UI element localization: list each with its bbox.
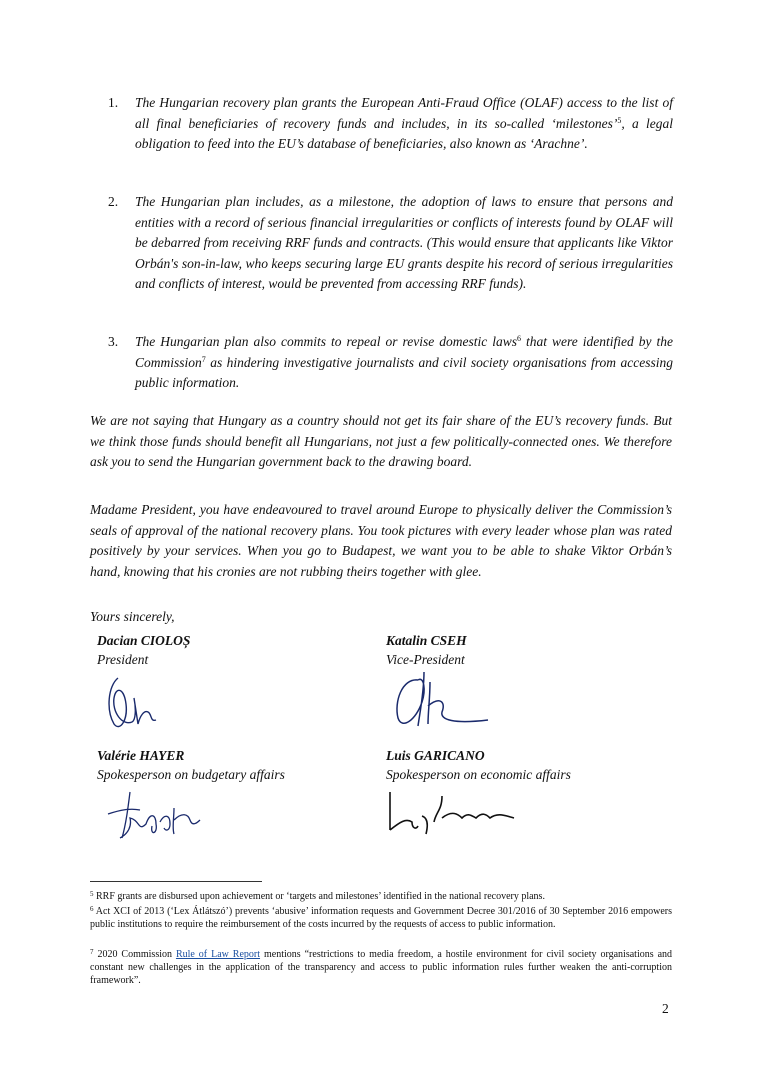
footnote-ref: 5 xyxy=(617,115,622,125)
footnote-6 xyxy=(90,905,672,931)
body-paragraph: We are not saying that Hungary as a country should not get its fair share of the EU’s recovery funds. But we think those funds should benefit all Hungarians, not just a few politically-connected ones. We therefore ask you to send the Hungarian government back to the drawing board. xyxy=(90,413,672,469)
signatory-role: Spokesperson on economic affairs xyxy=(386,767,571,782)
signatory-name: Katalin CSEH xyxy=(386,633,467,648)
list-item-3 xyxy=(108,332,673,394)
signature-image xyxy=(388,662,508,734)
footnote-text: RRF grants are disbursed upon achievement or ‘targets and milestones’ identified in the national recovery plans. xyxy=(96,891,545,902)
list-text-part: The Hungarian plan also commits to repeal or revise domestic laws xyxy=(135,334,518,349)
signatory-name: Dacian CIOLOȘ xyxy=(97,633,191,648)
footnote-text: mentions “restrictions to media freedom, a hostile environment for civil society organisations and constant new challenges in the application of the transparency and access to public information rules further weaken the anti-corruption framework”. xyxy=(90,949,673,987)
list-item-2 xyxy=(108,192,673,295)
list-number: 3 . xyxy=(108,332,128,353)
footnote-7 xyxy=(90,948,672,988)
signature-image xyxy=(100,668,170,736)
closing-salutation: Yours sincerely, xyxy=(90,609,175,624)
signature-image xyxy=(382,782,530,842)
list-number: 1 . xyxy=(108,93,128,114)
signature-image xyxy=(100,784,205,844)
signatory-role: President xyxy=(97,652,149,667)
body-paragraph: Madame President, you have endeavoured to travel around Europe to physically deliver the Commission’s seals of approval of the national recovery plans. You took pictures with every leader whose plan was rated positively by your services. When you go to Budapest, we want you to be able to shake Viktor Orbán’s hand, knowing that his cronies are not rubbing theirs together with glee. xyxy=(90,502,672,579)
list-number: 2 . xyxy=(108,192,128,213)
footnote-mark: 6 xyxy=(90,905,94,913)
footnote-mark: 5 xyxy=(90,890,94,898)
footnote-text: Act XCI of 2013 (‘Lex Átlátszó’) prevents ‘abusive’ information requests and Government Decree 301/2016 of 30 September 2016 empowers public institutions to require the reimbursement of the costs incurred by the requests of access to public information. xyxy=(90,906,672,931)
list-text xyxy=(135,93,673,155)
footnote-5 xyxy=(90,890,672,903)
list-text-part: The Hungarian recovery plan grants the European Anti-Fraud Office (OLAF) access to the list of all final beneficiaries of recovery funds and includes, in its so-called ‘milestones’ xyxy=(135,95,673,131)
footnote-ref: 7 xyxy=(201,354,206,364)
list-text-part: that were identified by the Commission xyxy=(135,334,673,370)
footnote-separator xyxy=(90,881,262,882)
footnote-text: 2020 Commission xyxy=(97,949,176,960)
rule-of-law-report-link[interactable]: Rule of Law Report xyxy=(175,949,261,960)
footnote-ref: 6 xyxy=(517,334,522,343)
list-text xyxy=(135,332,673,394)
page-number: 2 xyxy=(662,1001,669,1016)
signatory-role: Vice-President xyxy=(386,652,465,667)
signatory-name: Valérie HAYER xyxy=(97,748,185,763)
signatory-role: Spokesperson on budgetary affairs xyxy=(97,767,285,782)
list-text-part: as hindering investigative journalists and civil society organisations from accessing public information. xyxy=(135,354,673,390)
signatory-name: Luis GARICANO xyxy=(386,748,485,763)
list-item-1 xyxy=(108,93,673,155)
footnote-mark: 7 xyxy=(90,948,94,956)
list-text: The Hungarian plan includes, as a milestone, the adoption of laws to ensure that persons and entities with a record of serious financial irregularities or conflicts of interests found by OLAF will be debarred from receiving RRF funds and contracts. (This would ensure that applicants like Viktor Orbán's son-in-law, who keeps securing large EU grants despite his record of serious irregularities and conflicts of interest, would be prevented from accessing RRF funds). xyxy=(135,194,673,291)
list-text-part: , a legal obligation to feed into the EU’s database of beneficiaries, also known as ‘Arachne’. xyxy=(135,115,673,151)
